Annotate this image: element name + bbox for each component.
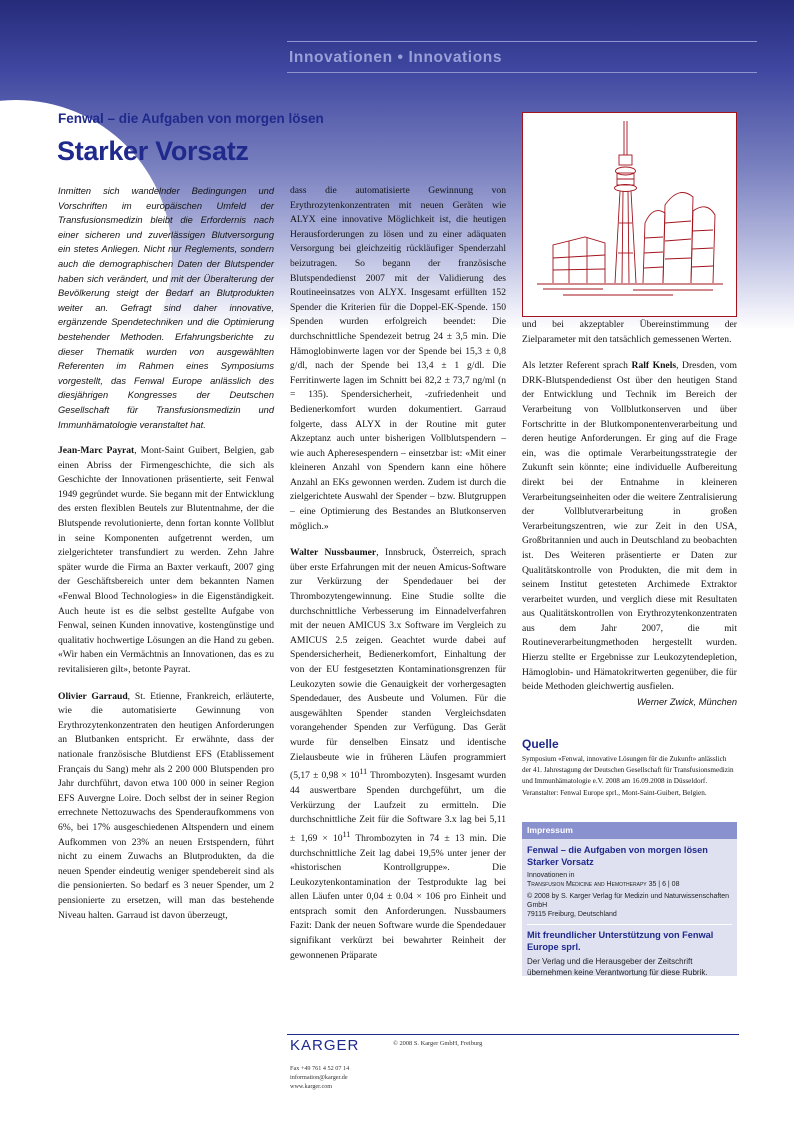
footer-fax: Fax +49 761 4 52 07 14 xyxy=(290,1065,350,1072)
author-signature: Werner Zwick, München xyxy=(636,696,737,707)
footer-copyright: © 2008 S. Karger GmbH, Freiburg xyxy=(393,1040,483,1047)
source-heading: Quelle xyxy=(522,737,559,751)
paragraph-text: , Mont-Saint Guibert, Belgien, gab einen Abriss der Firmengeschichte, die sich als Geschichte der Innovationen präsentierte, seit Fenwal 1949 gegründet wurde. Sie begann mit der Entwicklung des ersten flexiblen Beutels zur Blutentnahme, der die Blutspende revolutionierte, denn fortan konnte Vollblut in seine Komponenten aufgetrennt werden, um zielgerichteter transfundiert zu werden. Zehn Jahre später wurde die Firma an Baxter verkauft, 2007 ging der Geschäftsbereich unter dem bekannten Namen «Fenwal Blood Technologies» in die Eigenständigkeit. Auch heute ist es die selbst gestellte Aufgabe von Fenwal, seinen Kunden innovative, kostengünstige und qualitativ hochwertige Lösungen an die Hand zu geben. «Wir haben ein Vermächtnis an Innovationen, das es zu revitalisieren gilt», betonte Payrat. xyxy=(58,445,274,675)
paragraph-knels xyxy=(522,359,737,695)
paragraph-text: Als letzter Referent sprach xyxy=(522,360,632,372)
footer-website[interactable]: www.karger.com xyxy=(290,1083,333,1090)
exponent: 11 xyxy=(342,829,351,839)
imprint-publisher-text: © 2008 by S. Karger Verlag für Medizin und Naturwissenschaften GmbH xyxy=(527,893,730,910)
source-text: Symposium «Fenwal, innovative Lösungen für die Zukunft» anlässlich der 41. Jahrestagung der Deutschen Gesellschaft für Transfusionsmedizin und Immunhämatologie e.V. 2008 am 16.09.2008 in Düsseldorf. Veranstalter: Fenwal Europe sprl., Mont-Saint-Guibert, Belgien. xyxy=(522,755,734,797)
section-title: Innovationen • Innovations xyxy=(289,49,503,66)
imprint-box xyxy=(522,822,737,976)
text-column-1 xyxy=(58,184,274,923)
paragraph-text: Thrombozyten). Insgesamt wurden 44 auswertbare Spenden durchgeführt, um die Verkürzung der Laufzeit zu ermitteln. Die durchschnittliche Zeit für die Software 3.x lag bei 5,11 ± 1,69 × 10 xyxy=(290,770,506,844)
imprint-publisher xyxy=(527,892,732,919)
text-column-3 xyxy=(522,318,737,721)
exponent: 11 xyxy=(359,767,368,777)
speaker-name: Jean-Marc Payrat xyxy=(58,445,135,457)
paragraph-garraud xyxy=(58,690,274,924)
footer-rule xyxy=(287,1034,739,1035)
karger-logo: KARGER xyxy=(290,1037,360,1054)
speaker-name: Walter Nussbaumer xyxy=(290,547,377,559)
footer-contact xyxy=(290,1064,349,1091)
imprint-publication xyxy=(527,871,732,889)
speaker-name: Ralf Knels xyxy=(631,360,677,372)
imprint-divider xyxy=(527,924,732,925)
paragraph-text: , St. Etienne, Frankreich, erläuterte, wie die automatisierte Gewinnung von Erythrozytenkonzentraten den heutigen Anforderungen an Blutbanken entspricht. Er erwähnte, dass der nationale französische Blutdienst EFS (Etablissement Français du Sang) mehr als 2 200 000 Blutspenden pro Jahr durchführt, davon etwa 100 000 in seiner Region EFS Auvergne Loire. Doch selbst der in seiner Region errechnete Nettozuwachs des Spenderaufkommens von 6%, bei 17% ausgeschiedenen Altspendern und einem Aufkommen von 23% an neuen Erstspendern, führt nicht zu einem Zuwachs an Blutprodukten, da die neuen Spender eindeutig weniger spendebereit sind als die pensionierten. So bedarf es 3 neuer Spender, um 2 pensionierte zu ersetzen, will man das bestehende Niveau halten. Garraud ist davon überzeugt, xyxy=(58,690,274,921)
speaker-name: Olivier Garraud xyxy=(58,690,128,702)
paragraph-text: Thrombozyten in 74 ± 13 min. Die durchschnittliche Zeit lag dabei 19,5% unter jener der «historischen Kontrollgruppe». Die Leukozytenkontamination der Testprodukte lag bei allen Läufen unter 0,04 ± 0.04 × 106 pro Einheit und entsprach somit den Anforderungen. Nussbaumers Fazit: Dank der neuen Software wurde die Spendedauer signifikant verkürzt bei bewahrter Reinheit der gewonnenen Präparate xyxy=(290,832,506,961)
imprint-journal: Transfusion Medicine and Hemotherapy xyxy=(527,881,647,889)
imprint-body xyxy=(522,839,737,978)
imprint-city: 79115 Freiburg, Deutschland xyxy=(527,911,617,919)
paragraph-text: , Dresden, vom DRK-Blutspendedienst Ost über den heutigen Stand der Entwicklung und Technik im Bereich der Verarbeitung von Vollblutkonserven und über Fortschritte in der Blutkomponentenverarbeitung und deren heutige Anforderungen. Er ging auf die Frage ein, was die optimale Verarbeitungsstrategie der Zukunft sein könnte; eine individuelle Aufbereitung direkt bei der Entnahme in kleineren Verarbeitungseinheiten oder die weitere Zentralisierung der Vollblutverarbeitung in großen Verarbeitungszentren, wie zur Zeit in den USA, Großbritannien und auch in Deutschland zu beobachten ist. Des Weiteren präsentierte er Daten zur Qualitätskontrolle von Produkten, die mit dem in seinem Institut getesteten Archimede Extraktor verarbeitet wurden, und verglich diese mit Resultaten aus Qualitätskontrollen von Erythrozytenkonzentraten aus dem Jahr 2007, die mit Routineverarbeitungmethoden hergestellt wurden. Hierzu stellte er Ergebnisse zur Leukozytendepletion, Hämoglobin- und Hämatokritwerten gegenüber, die für beide Methoden gleichwertig ausfielen. xyxy=(522,360,737,693)
paragraph-text: , Innsbruck, Österreich, sprach über erste Erfahrungen mit der neuen Amicus-Software zur Verkürzung der Spendedauer bei der Thrombozytengewinnung. Eine Studie sollte die durchschnittliche Verbesserung im Einnadelverfahren mit der neuen AMICUS 3.x Software im Vergleich zu AMICUS 2.5 zeigen. Geachtet wurde dabei auf Spendersicherheit, Bedienerkomfort, Einhaltung der von der EU festgesetzten Kontaminationsgrenzen für Leukozyten sowie die Genauigkeit der vorhergesagten Spendedauer, des Ausbeute und Volumen. Für die ausgewählten Spender standen Vergleichsdaten vorangehender Spenden zur Verfügung. Das Gerät wurde für denselben Einsatz und identische Zielausbeute wie in früheren Läufen programmiert (5,17 ± 0,98 × 10 xyxy=(290,547,507,782)
section-bar xyxy=(287,41,757,73)
imprint-title: Fenwal – die Aufgaben von morgen lösen Starker Vorsatz xyxy=(527,845,708,867)
section-rule-top xyxy=(287,41,757,42)
article-kicker: Fenwal – die Aufgaben von morgen lösen xyxy=(58,111,324,126)
text-column-2 xyxy=(290,184,506,963)
imprint-published-in: Innovationen in xyxy=(527,872,575,880)
article-headline: Starker Vorsatz xyxy=(57,136,249,166)
imprint-issue: 35 | 6 | 08 xyxy=(648,881,680,889)
imprint-thanks: Mit freundlicher Unterstützung von Fenwal Europe sprl. xyxy=(527,930,714,952)
tower-sketch-frame xyxy=(522,112,737,317)
tv-tower-sketch-illustration xyxy=(523,113,735,315)
paragraph-conclusion: und bei akzeptabler Übereinstimmung der Zielparameter mit den tatsächlich gemessenen Werten. xyxy=(522,319,737,345)
paragraph-nussbaumer xyxy=(290,546,506,963)
section-rule-bottom xyxy=(287,72,757,73)
imprint-header: Impressum xyxy=(522,822,737,839)
paragraph-alyx: dass die automatisierte Gewinnung von Erythrozytenkonzentraten mit neuen Geräten wie ALYX eine innovative Möglichkeit ist, die heutigen Herausforderungen zu lösen und zu einer adäquaten Versorgung bei gleichzeitig rückläufiger Spenderzahl beizutragen. So begann der französische Blutspendedienst 2007 mit der Validierung des Routineeinsatzes von ALYX. Insgesamt erfüllten 152 Spender die Kriterien für die Doppel-EK-Spende. 150 Spenden wurden erfolgreich beendet: Die durchschnittliche Spendezeit betrug 24 ± 3,5 min. Die Hämoglobinwerte lagen vor der Spende bei 15,3 ± 0,8 g/dl, nach der Spende bei 13,4 ± 1 g/dl. Die Ferritinwerte lagen im Schnitt bei 82,2 ± 73,7 ng/ml (n = 135). Spendersicherheit, -zufriedenheit und Bedienerkomfort wurden dokumentiert. Garraud folgerte, dass ALYX in der Routine mit guter Akzeptanz auch unter bisherigen Vollblutspendern – wie auch Apheresespendern – einsetzbar ist: «Mit einer kleineren Anzahl von Spendern kann eine höhere Anzahl an EKs gewonnen werden. Zudem ist durch die zielgerichtete Auswahl der Spender – bzw. Blutgruppen – eine Optimierung des Bestandes an Blutkonserven möglich.» xyxy=(290,185,506,532)
intro-paragraph: Inmitten sich wandelnder Bedingungen und Vorschriften im europäischen Umfeld der Transfusionsmedizin bleibt die Erfordernis nach einer sicheren und zuverlässigen Blutversorgung ein stetes Anliegen. Nicht nur Reglements, sondern auch die demographischen Daten der Blutspender haben sich verändert, und mit der Überalterung der Bevölkerung steigt der Bedarf an Blutprodukten weiter an. Gefragt sind daher innovative, ergänzende Spendetechniken und die Optimierung bestehender Methoden. Erfahrungsberichte zu dieser Thematik wurden von ausgewählten Referenten im Rahmen eines Symposiums vorgestellt, das Fenwal Europe anlässlich des diesjährigen Kongresses der Deutschen Gesellschaft für Transfusionsmedizin und Immunhämatologie veranstaltet hat. xyxy=(58,186,274,430)
paragraph-payrat xyxy=(58,444,274,678)
imprint-disclaimer: Der Verlag und die Herausgeber der Zeitschrift übernehmen keine Verantwortung für diese Rubrik. xyxy=(527,957,708,977)
footer-email[interactable]: information@karger.de xyxy=(290,1074,348,1081)
